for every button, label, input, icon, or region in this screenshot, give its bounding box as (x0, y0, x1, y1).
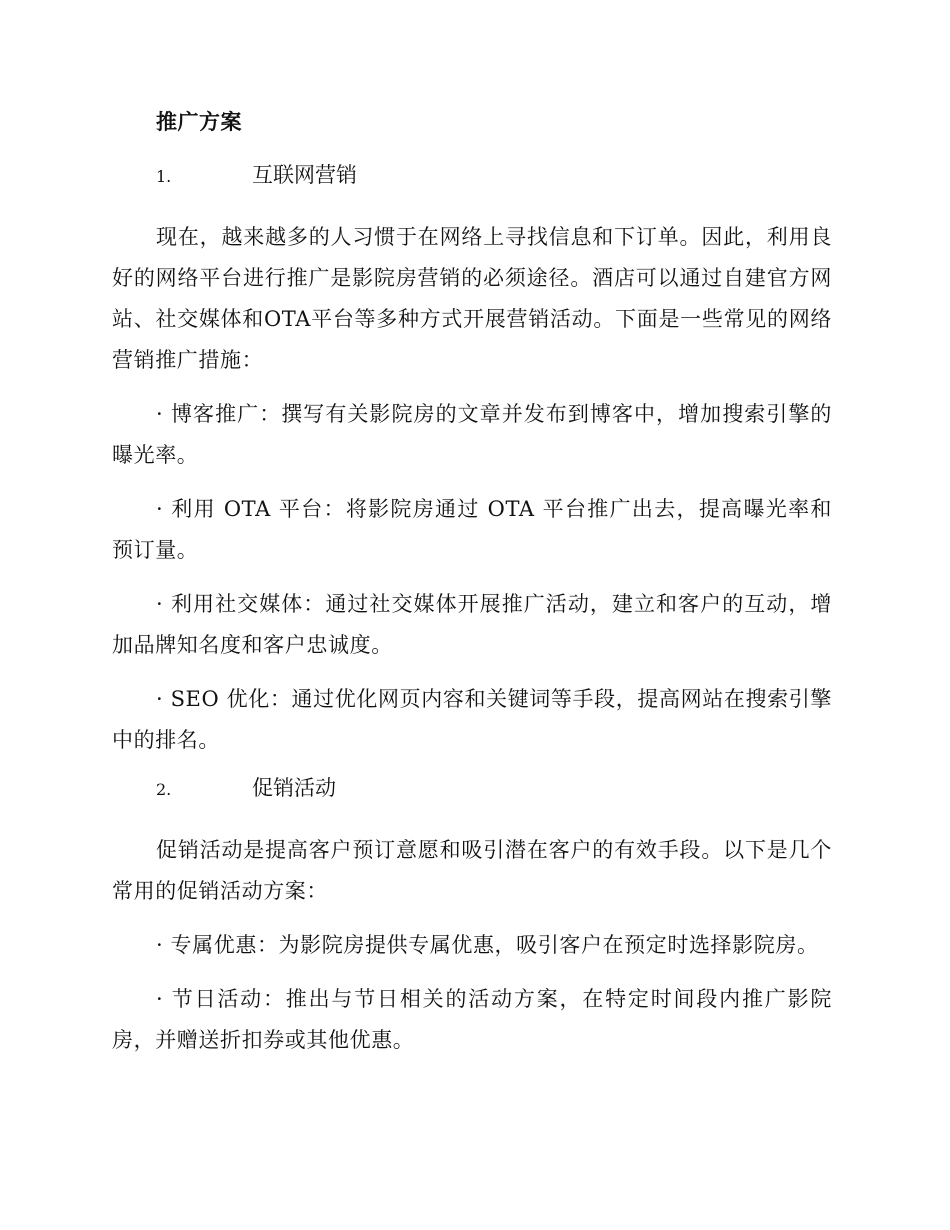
heading-text: 互联网营销 (252, 163, 357, 187)
heading-number: 2. (156, 780, 172, 799)
numbered-heading-1 (156, 161, 832, 191)
document-body (112, 108, 832, 1074)
bullet-seo: · SEO 优化：通过优化网页内容和关键词等手段，提高网站在搜索引擎中的排名。 (112, 687, 832, 752)
paragraph-intro-internet: 现在，越来越多的人习惯于在网络上寻找信息和下订单。因此，利用良好的网络平台进行推广是影院房营销的必须途径。酒店可以通过自建官方网站、社交媒体和OTA平台等多种方式开展营销活动。下面是一些常见的网络营销推广措施： (112, 225, 832, 372)
bullet-social-media: · 利用社交媒体：通过社交媒体开展推广活动，建立和客户的互动，增加品牌知名度和客户忠诚度。 (112, 592, 832, 657)
paragraph-intro-promotion: 促销活动是提高客户预订意愿和吸引潜在客户的有效手段。以下是几个常用的促销活动方案： (112, 838, 832, 903)
heading-number: 1. (156, 167, 172, 186)
heading-text: 促销活动 (252, 776, 336, 800)
section-title: 推广方案 (156, 109, 242, 134)
bullet-blog: · 博客推广：撰写有关影院房的文章并发布到博客中，增加搜索引擎的曝光率。 (112, 402, 832, 467)
bullet-holiday-event: · 节日活动：推出与节日相关的活动方案，在特定时间段内推广影院房，并赠送折扣券或其他优惠。 (112, 987, 832, 1052)
numbered-heading-2 (156, 774, 832, 804)
bullet-ota: · 利用 OTA 平台：将影院房通过 OTA 平台推广出去，提高曝光率和预订量。 (112, 497, 832, 562)
bullet-exclusive-offer: · 专属优惠：为影院房提供专属优惠，吸引客户在预定时选择影院房。 (156, 933, 819, 957)
